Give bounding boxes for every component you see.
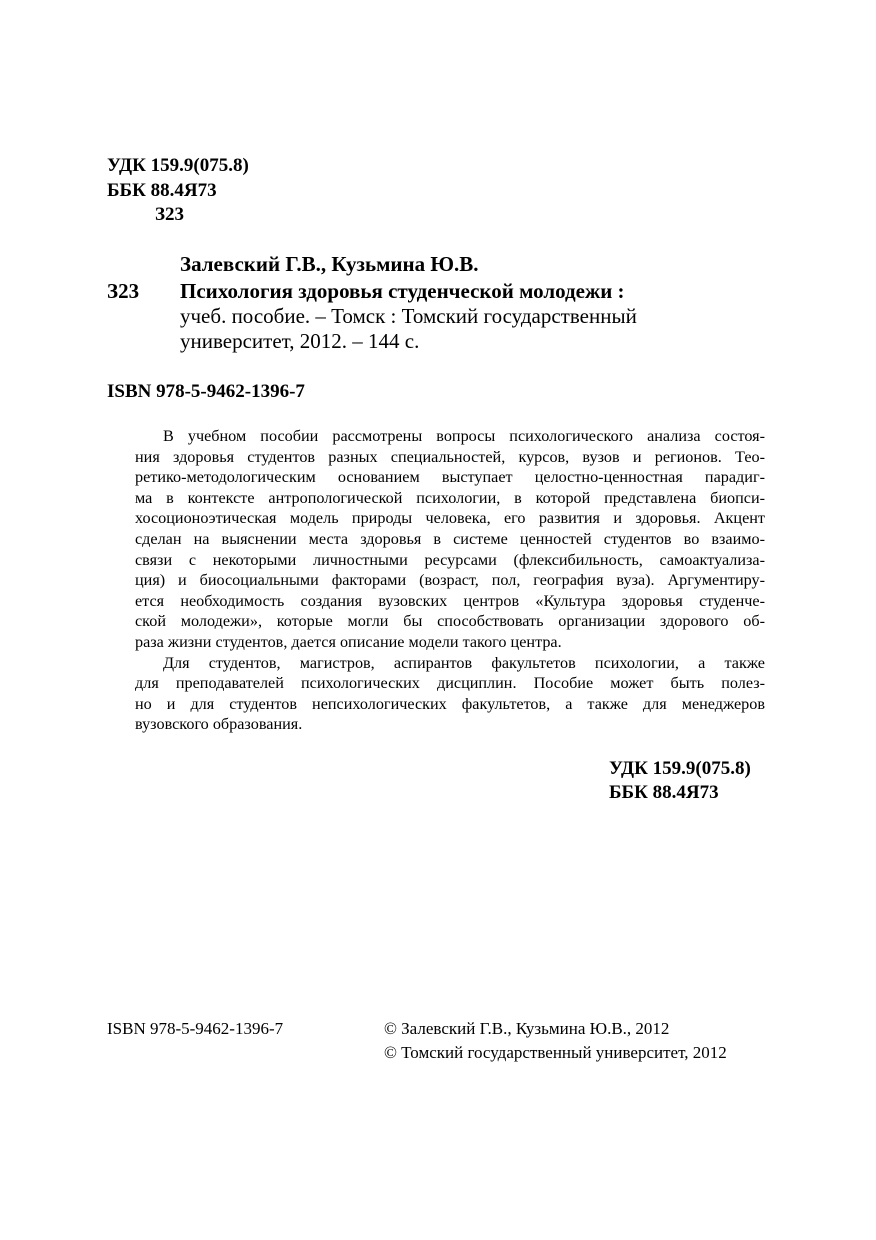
footer-isbn: ISBN 978-5-9462-1396-7 <box>107 1019 284 1038</box>
bbk-code-right: ББК 88.4Я73 <box>609 782 719 803</box>
abstract-line: ма в контексте антропологической психологии, в которой представлена биопси- <box>135 488 765 507</box>
abstract-line: хосоционоэтическая модель природы человека, его развития и здоровья. Акцент <box>135 509 765 528</box>
abstract-line: ция) и биосоциальными факторами (возраст, пол, география вуза). Аргументиру- <box>135 571 765 590</box>
record-author-mark: З23 <box>107 279 140 303</box>
book-title: Психология здоровья студенческой молодежи : <box>180 279 625 303</box>
udk-code: УДК 159.9(075.8) <box>107 155 249 176</box>
abstract-line: сделан на выяснении места здоровья в системе ценностей студентов во взаимо- <box>135 529 765 548</box>
abstract-line: ретико-методологическим основанием выступает целостно-ценностная парадиг- <box>135 468 765 487</box>
imprint-line-1: учеб. пособие. – Томск : Томский государственный <box>180 304 637 328</box>
isbn-bold: ISBN 978-5-9462-1396-7 <box>107 381 305 402</box>
authors: Залевский Г.В., Кузьмина Ю.В. <box>180 252 479 276</box>
abstract-line: Для студентов, магистров, аспирантов факультетов психологии, а также <box>163 653 765 672</box>
abstract-line: ской молодежи», которые могли бы способствовать организации здорового об- <box>135 612 765 631</box>
abstract-paragraph-1 <box>135 426 765 653</box>
udk-code-right: УДК 159.9(075.8) <box>609 758 751 779</box>
imprint-line-2: университет, 2012. – 144 с. <box>180 329 420 353</box>
abstract-line: связи с некоторыми личностными ресурсами (флексибильность, самоактуализа- <box>135 550 765 569</box>
copyright-authors: © Залевский Г.В., Кузьмина Ю.В., 2012 <box>384 1019 670 1038</box>
abstract-line: но и для студентов непсихологических факультетов, а также для менеджеров <box>135 694 765 713</box>
abstract-paragraph-2 <box>135 653 765 735</box>
abstract-line: раза жизни студентов, дается описание модели такого центра. <box>135 632 562 651</box>
abstract-line: ния здоровья студентов разных специальностей, курсов, вузов и регионов. Тео- <box>135 447 765 466</box>
copyright-university: © Томский государственный университет, 2012 <box>384 1043 727 1062</box>
bbk-code: ББК 88.4Я73 <box>107 180 217 201</box>
abstract <box>135 426 765 735</box>
abstract-line: В учебном пособии рассмотрены вопросы психологического анализа состоя- <box>163 427 765 445</box>
abstract-line: ется необходимость создания вузовских центров «Культура здоровья студенче- <box>135 591 765 610</box>
author-mark: З23 <box>155 204 185 225</box>
abstract-line: для преподавателей психологических дисциплин. Пособие может быть полез- <box>135 674 765 693</box>
abstract-line: вузовского образования. <box>135 715 303 734</box>
